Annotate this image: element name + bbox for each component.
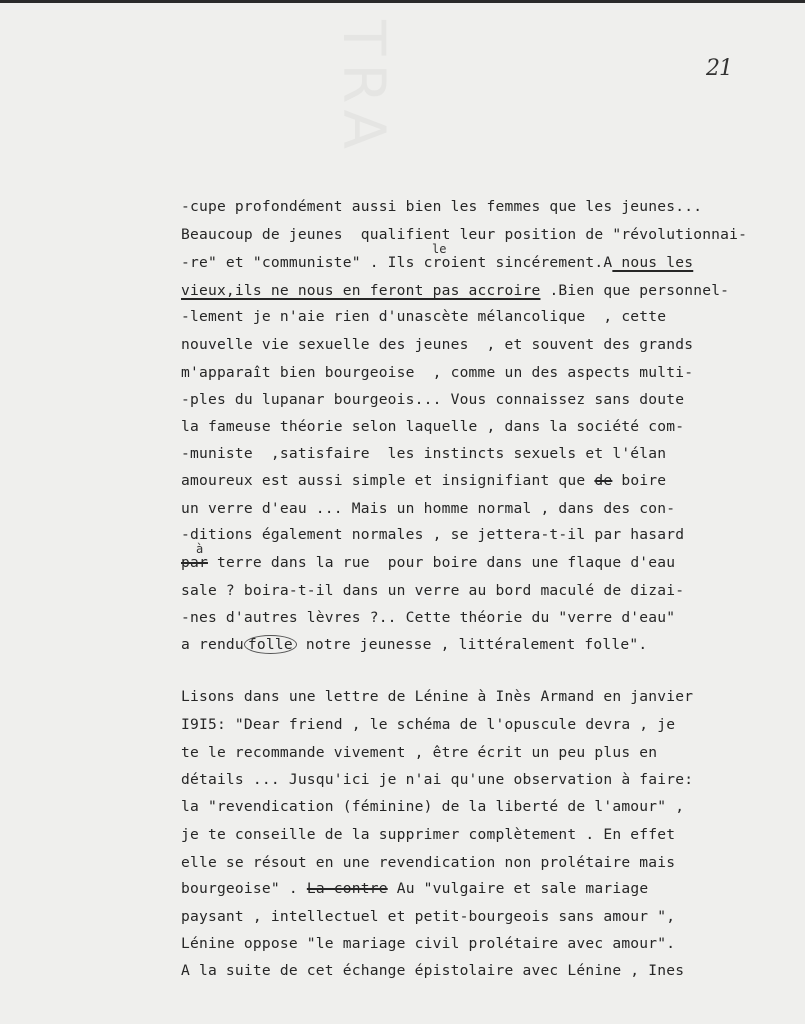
text-line: te le recommande vivement , être écrit un peu plus en <box>181 744 658 761</box>
text-line: sale ? boira-t-il dans un verre au bord maculé de dizai- <box>181 582 685 599</box>
text-segment: amoureux est aussi simple et insignifiant que <box>181 472 586 489</box>
text-line: nouvelle vie sexuelle des jeunes , et souvent des grands <box>181 336 694 353</box>
text-line: A la suite de cet échange épistolaire avec Lénine , Ines <box>181 962 685 979</box>
struck-text: par <box>181 554 208 571</box>
text-line: Lisons dans une lettre de Lénine à Inès Armand en janvier <box>181 688 694 705</box>
scan-edge <box>0 0 805 3</box>
text-line: -ditions également normales , se jettera-t-il par hasard <box>181 526 685 543</box>
text-segment: ascète mélancolique , cette <box>414 308 667 325</box>
text-line: -nes d'autres lèvres ?.. Cette théorie du "verre d'eau" <box>181 609 676 626</box>
text-segment: -lement je n'aie rien d'un <box>181 308 415 325</box>
text-line <box>181 636 647 653</box>
page-number: 21 <box>706 56 732 81</box>
text-segment: Au "vulgaire et sale mariage <box>396 880 649 897</box>
text-line: paysant , intellectuel et petit-bourgeois sans amour ", <box>181 908 676 925</box>
text-line: elle se résout en une revendication non prolétaire mais <box>181 854 676 871</box>
text-line <box>181 308 666 325</box>
text-line <box>181 554 675 571</box>
text-segment: A <box>603 254 613 271</box>
text-line: -muniste ,satisfaire les instincts sexuels et l'élan <box>181 445 667 462</box>
struck-text: La contre <box>306 880 388 897</box>
watermark <box>330 20 398 157</box>
text-line: la fameuse théorie selon laquelle , dans la société com- <box>181 418 685 435</box>
text-line <box>181 880 648 897</box>
text-line: un verre d'eau ... Mais un homme normal , dans des con- <box>181 500 676 517</box>
underlined-text: vieux,ils ne nous en feront pas accroire <box>181 282 541 299</box>
text-line: -cupe profondément aussi bien les femmes que les jeunes... <box>181 198 703 215</box>
text-segment: .Bien que personnel- <box>540 282 730 299</box>
text-segment: terre dans la rue pour boire dans une flaque d'eau <box>207 554 676 571</box>
text-line: m'apparaît bien bourgeoise , comme un des aspects multi- <box>181 364 694 381</box>
text-line: détails ... Jusqu'ici je n'ai qu'une observation à faire: <box>181 771 694 788</box>
text-segment: bourgeoise" . <box>181 880 298 897</box>
underlined-text: nous les <box>612 254 694 271</box>
handwritten-insertion: le <box>432 242 447 256</box>
circled-word: folle <box>244 635 297 654</box>
text-line: -ples du lupanar bourgeois... Vous connaissez sans doute <box>181 391 685 408</box>
text-line: I9I5: "Dear friend , le schéma de l'opuscule devra , je <box>181 716 676 733</box>
text-line: la "revendication (féminine) de la liberté de l'amour" , <box>181 798 685 815</box>
text-line <box>181 254 693 271</box>
text-segment: -re" et "communiste" . Ils croient sincérement. <box>181 254 604 271</box>
text-line: je te conseille de la supprimer complètement . En effet <box>181 826 676 843</box>
text-line <box>181 472 666 489</box>
text-segment: notre jeunesse , littéralement folle". <box>305 636 648 653</box>
text-line <box>181 282 729 299</box>
text-line: Beaucoup de jeunes qualifient leur position de "révolutionnai- <box>181 226 748 243</box>
struck-text: de <box>594 472 613 489</box>
text-line: Lénine oppose "le mariage civil prolétaire avec amour". <box>181 935 676 952</box>
text-segment: boire <box>612 472 667 489</box>
handwritten-insertion: à <box>196 542 204 556</box>
text-segment: a rendu <box>181 636 244 653</box>
